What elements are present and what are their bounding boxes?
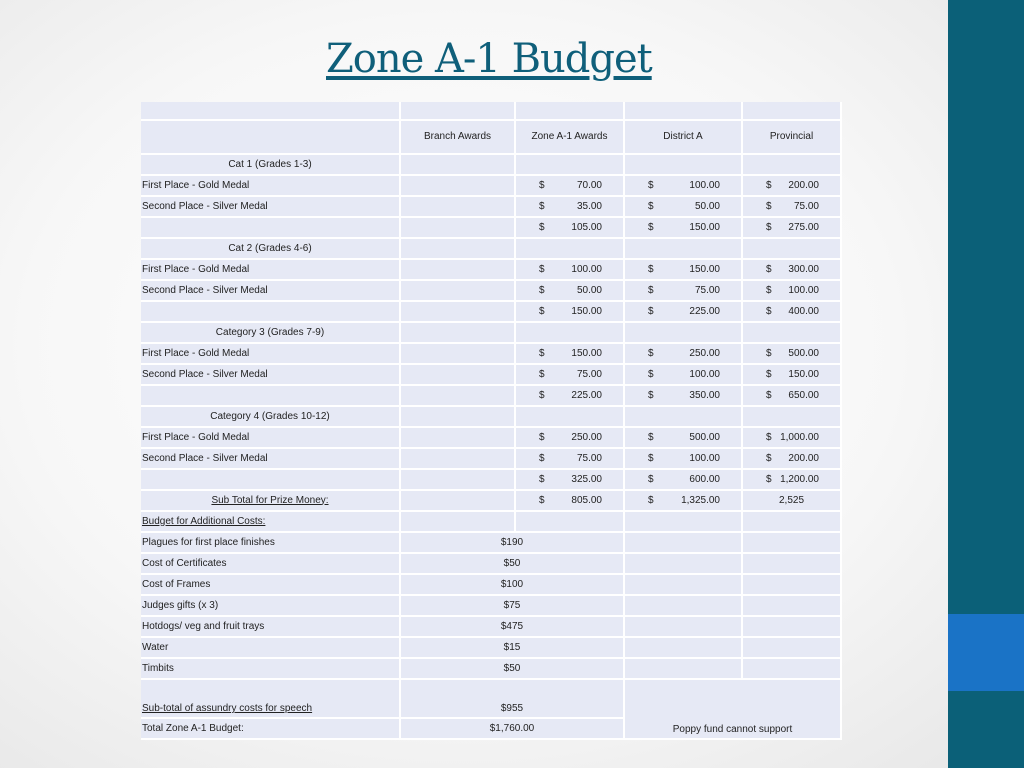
category-label: Cat 2 (Grades 4-6) xyxy=(141,239,401,260)
category-total-row xyxy=(141,218,842,239)
amount-value: 200.00 xyxy=(788,452,819,464)
currency-symbol: $ xyxy=(766,263,772,275)
amount-value: 75.00 xyxy=(694,284,720,296)
amount-cell xyxy=(743,281,842,302)
category-total-row xyxy=(141,386,842,407)
amount-value: 805.00 xyxy=(571,494,602,506)
currency-symbol: $ xyxy=(766,284,772,296)
row-label: First Place - Gold Medal xyxy=(141,176,401,197)
amount-value: 400.00 xyxy=(788,305,819,317)
cost-row xyxy=(141,596,842,617)
amount-value: 100.00 xyxy=(689,452,720,464)
amount-cell xyxy=(743,260,842,281)
amount-value: 250.00 xyxy=(689,347,720,359)
amount-value: 1,200.00 xyxy=(780,473,819,485)
cost-row xyxy=(141,638,842,659)
currency-symbol: $ xyxy=(648,473,654,485)
branch-cell xyxy=(401,449,516,470)
category-row xyxy=(141,323,842,344)
amount-value: 100.00 xyxy=(788,284,819,296)
currency-symbol: $ xyxy=(539,473,545,485)
amount-cell xyxy=(625,197,743,218)
amount-value: 1,000.00 xyxy=(780,431,819,443)
amount-cell xyxy=(516,281,625,302)
costs-subtotal-value: $955 xyxy=(401,680,625,719)
cost-label: Hotdogs/ veg and fruit trays xyxy=(141,617,401,638)
category-total-row xyxy=(141,302,842,323)
amount-cell xyxy=(625,176,743,197)
cost-label: Water xyxy=(141,638,401,659)
amount-value: 325.00 xyxy=(571,473,602,485)
currency-symbol: $ xyxy=(766,200,772,212)
amount-cell xyxy=(516,491,625,512)
cost-label: Timbits xyxy=(141,659,401,680)
branch-cell xyxy=(401,428,516,449)
currency-symbol: $ xyxy=(648,494,654,506)
column-header: District A xyxy=(625,121,743,155)
amount-value: 1,325.00 xyxy=(681,494,720,506)
row-label: First Place - Gold Medal xyxy=(141,344,401,365)
currency-symbol: $ xyxy=(648,305,654,317)
slide-title: Zone A-1 Budget xyxy=(326,36,652,82)
branch-cell xyxy=(401,365,516,386)
amount-value: 100.00 xyxy=(689,179,720,191)
column-header: Provincial xyxy=(743,121,842,155)
cost-row xyxy=(141,533,842,554)
additional-heading-row xyxy=(141,512,842,533)
additional-heading: Budget for Additional Costs: xyxy=(141,512,401,533)
amount-value: 150.00 xyxy=(571,305,602,317)
currency-symbol: $ xyxy=(648,221,654,233)
amount-value: 100.00 xyxy=(689,368,720,380)
category-label: Cat 1 (Grades 1-3) xyxy=(141,155,401,176)
cost-label: Cost of Frames xyxy=(141,575,401,596)
amount-cell xyxy=(743,470,842,491)
header-row xyxy=(141,121,842,155)
amount-value: 500.00 xyxy=(689,431,720,443)
currency-symbol: $ xyxy=(648,389,654,401)
row-label: Second Place - Silver Medal xyxy=(141,365,401,386)
amount-value: 225.00 xyxy=(689,305,720,317)
cost-value: $100 xyxy=(401,575,625,596)
amount-value: 100.00 xyxy=(571,263,602,275)
category-row xyxy=(141,155,842,176)
branch-cell xyxy=(401,281,516,302)
cost-value: $190 xyxy=(401,533,625,554)
support-note: Poppy fund cannot support xyxy=(625,680,842,740)
prize-subtotal-label: Sub Total for Prize Money: xyxy=(141,491,401,512)
grand-total-label: Total Zone A-1 Budget: xyxy=(141,719,401,740)
currency-symbol: $ xyxy=(766,179,772,191)
currency-symbol: $ xyxy=(539,200,545,212)
currency-symbol: $ xyxy=(539,284,545,296)
currency-symbol: $ xyxy=(648,179,654,191)
currency-symbol: $ xyxy=(648,431,654,443)
amount-cell xyxy=(516,197,625,218)
amount-cell xyxy=(625,344,743,365)
prize-subtotal-row xyxy=(141,491,842,512)
currency-symbol: $ xyxy=(539,263,545,275)
amount-value: 75.00 xyxy=(793,200,819,212)
table-row xyxy=(141,176,842,197)
amount-cell xyxy=(625,470,743,491)
grand-total-value: $1,760.00 xyxy=(401,719,625,740)
amount-cell xyxy=(743,302,842,323)
amount-cell xyxy=(625,281,743,302)
currency-symbol: $ xyxy=(539,389,545,401)
amount-value: 50.00 xyxy=(576,284,602,296)
cost-value: $475 xyxy=(401,617,625,638)
branch-cell xyxy=(401,176,516,197)
cost-label: Plagues for first place finishes xyxy=(141,533,401,554)
currency-symbol: $ xyxy=(766,347,772,359)
row-label: First Place - Gold Medal xyxy=(141,428,401,449)
cost-row xyxy=(141,575,842,596)
amount-cell xyxy=(625,302,743,323)
cost-row xyxy=(141,659,842,680)
amount-cell xyxy=(516,428,625,449)
amount-value: 75.00 xyxy=(576,452,602,464)
currency-symbol: $ xyxy=(648,263,654,275)
amount-value: 50.00 xyxy=(694,200,720,212)
category-total-row xyxy=(141,470,842,491)
currency-symbol: $ xyxy=(648,284,654,296)
amount-cell xyxy=(516,218,625,239)
amount-value: 200.00 xyxy=(788,179,819,191)
amount-cell xyxy=(516,365,625,386)
amount-cell xyxy=(743,386,842,407)
table-row xyxy=(141,344,842,365)
amount-value: 70.00 xyxy=(576,179,602,191)
currency-symbol: $ xyxy=(539,368,545,380)
currency-symbol: $ xyxy=(539,347,545,359)
currency-symbol: $ xyxy=(539,179,545,191)
table-row xyxy=(141,449,842,470)
amount-cell xyxy=(625,386,743,407)
category-label: Category 4 (Grades 10-12) xyxy=(141,407,401,428)
amount-cell xyxy=(743,428,842,449)
provincial-subtotal: 2,525 xyxy=(743,491,842,512)
cost-value: $50 xyxy=(401,554,625,575)
amount-value: 35.00 xyxy=(576,200,602,212)
amount-value: 75.00 xyxy=(576,368,602,380)
currency-symbol: $ xyxy=(766,452,772,464)
cost-label: Judges gifts (x 3) xyxy=(141,596,401,617)
cost-row xyxy=(141,554,842,575)
amount-cell xyxy=(516,386,625,407)
amount-value: 350.00 xyxy=(689,389,720,401)
amount-cell xyxy=(743,176,842,197)
sidebar-accent-block xyxy=(948,614,1024,691)
amount-value: 300.00 xyxy=(788,263,819,275)
currency-symbol: $ xyxy=(539,305,545,317)
row-label: First Place - Gold Medal xyxy=(141,260,401,281)
currency-symbol: $ xyxy=(766,305,772,317)
column-header: Branch Awards xyxy=(401,121,516,155)
amount-cell xyxy=(625,449,743,470)
currency-symbol: $ xyxy=(766,431,772,443)
cost-value: $75 xyxy=(401,596,625,617)
costs-subtotal-row xyxy=(141,680,842,719)
currency-symbol: $ xyxy=(766,368,772,380)
amount-cell xyxy=(625,428,743,449)
currency-symbol: $ xyxy=(766,389,772,401)
currency-symbol: $ xyxy=(766,221,772,233)
currency-symbol: $ xyxy=(648,347,654,359)
amount-cell xyxy=(516,449,625,470)
amount-value: 225.00 xyxy=(571,389,602,401)
amount-cell xyxy=(625,365,743,386)
amount-cell xyxy=(625,218,743,239)
currency-symbol: $ xyxy=(648,368,654,380)
amount-value: 275.00 xyxy=(788,221,819,233)
currency-symbol: $ xyxy=(766,473,772,485)
cost-value: $50 xyxy=(401,659,625,680)
amount-cell xyxy=(743,365,842,386)
amount-cell xyxy=(743,344,842,365)
branch-cell xyxy=(401,260,516,281)
category-label: Category 3 (Grades 7-9) xyxy=(141,323,401,344)
amount-value: 150.00 xyxy=(689,221,720,233)
amount-value: 500.00 xyxy=(788,347,819,359)
amount-cell xyxy=(516,176,625,197)
amount-value: 600.00 xyxy=(689,473,720,485)
amount-cell xyxy=(516,470,625,491)
amount-cell xyxy=(516,260,625,281)
amount-value: 650.00 xyxy=(788,389,819,401)
row-label: Second Place - Silver Medal xyxy=(141,449,401,470)
amount-cell xyxy=(625,491,743,512)
amount-cell xyxy=(625,260,743,281)
currency-symbol: $ xyxy=(648,200,654,212)
amount-value: 150.00 xyxy=(689,263,720,275)
cost-label: Cost of Certificates xyxy=(141,554,401,575)
category-row xyxy=(141,407,842,428)
branch-cell xyxy=(401,197,516,218)
amount-value: 150.00 xyxy=(571,347,602,359)
table-row xyxy=(141,102,842,121)
costs-subtotal-label: Sub-total of assundry costs for speech xyxy=(141,680,401,719)
amount-value: 150.00 xyxy=(788,368,819,380)
amount-value: 250.00 xyxy=(571,431,602,443)
branch-cell xyxy=(401,344,516,365)
table-row xyxy=(141,428,842,449)
amount-cell xyxy=(516,302,625,323)
table-row xyxy=(141,197,842,218)
currency-symbol: $ xyxy=(539,431,545,443)
amount-value: 105.00 xyxy=(571,221,602,233)
currency-symbol: $ xyxy=(539,494,545,506)
category-row xyxy=(141,239,842,260)
amount-cell xyxy=(743,218,842,239)
table-row xyxy=(141,281,842,302)
currency-symbol: $ xyxy=(539,221,545,233)
amount-cell xyxy=(743,449,842,470)
column-header: Zone A-1 Awards xyxy=(516,121,625,155)
table-row xyxy=(141,260,842,281)
cost-row xyxy=(141,617,842,638)
amount-cell xyxy=(516,344,625,365)
currency-symbol: $ xyxy=(648,452,654,464)
row-label: Second Place - Silver Medal xyxy=(141,281,401,302)
table-row xyxy=(141,365,842,386)
row-label: Second Place - Silver Medal xyxy=(141,197,401,218)
budget-table xyxy=(141,102,842,740)
cost-value: $15 xyxy=(401,638,625,659)
amount-cell xyxy=(743,197,842,218)
currency-symbol: $ xyxy=(539,452,545,464)
